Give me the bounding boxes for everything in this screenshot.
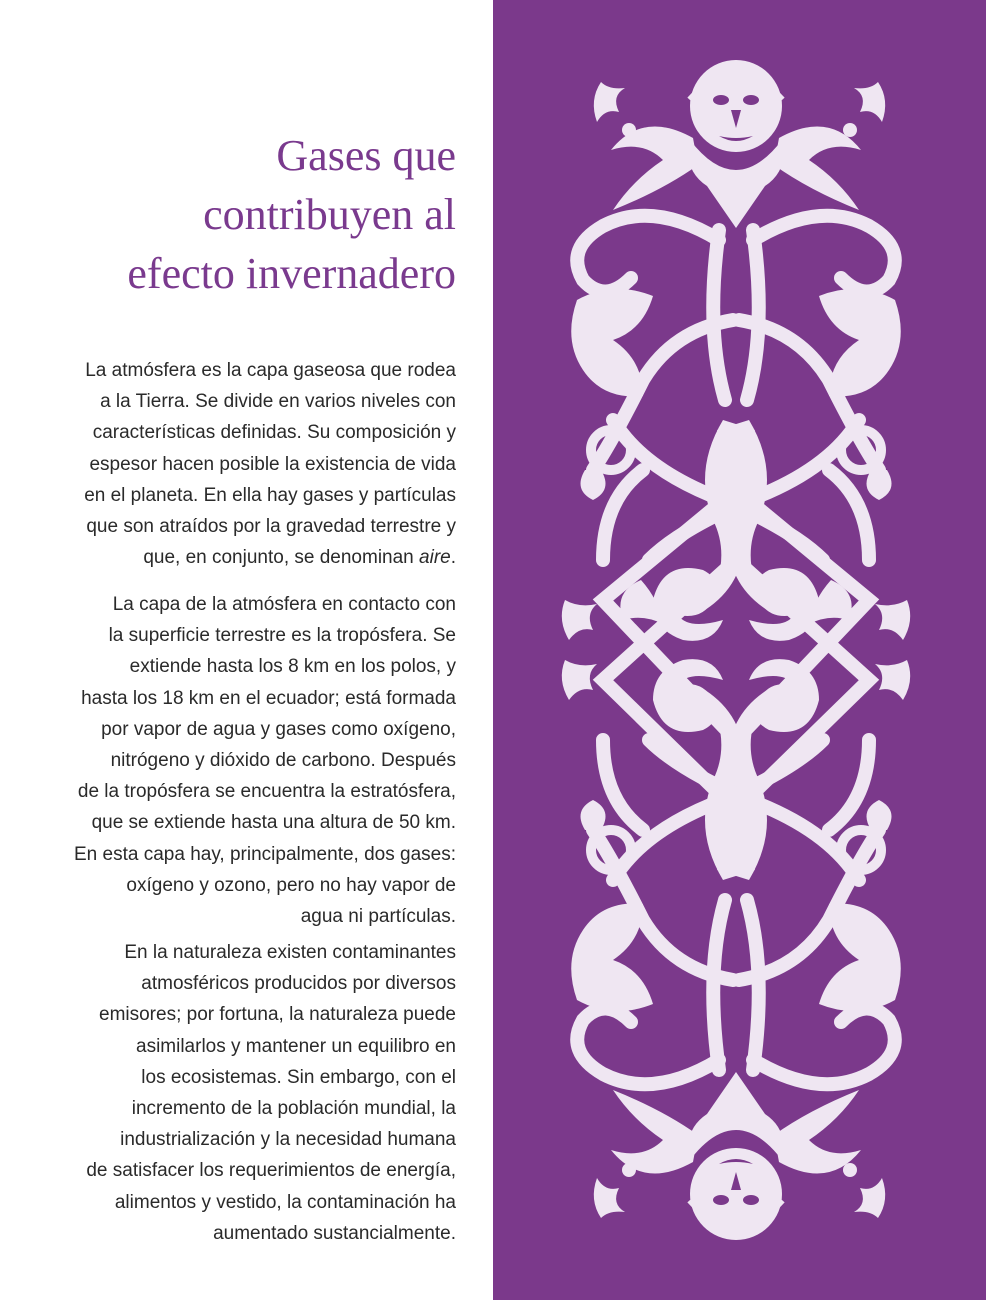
paragraph-line: agua ni partículas. [300, 906, 456, 928]
paragraph-line: emisores; por fortuna, la naturaleza puede [99, 1004, 456, 1026]
paragraph-line: los ecosistemas. Sin embargo, con el [141, 1066, 456, 1088]
paragraph-line: por vapor de agua y gases como oxígeno, [101, 718, 456, 740]
paragraph-atmosphere [40, 355, 456, 573]
paragraph-line: En la naturaleza existen contaminantes [124, 942, 456, 963]
paragraph-line: que se extiende hasta una altura de 50 km. [91, 812, 456, 834]
paragraph-line: espesor hacen posible la existencia de vida [89, 453, 456, 475]
title-line: efecto invernadero [127, 249, 456, 298]
paragraph-line: hasta los 18 km en el ecuador; está formada [81, 687, 456, 709]
paragraph-line: a la Tierra. Se divide en varios niveles con [100, 391, 456, 413]
paragraph-line: En esta capa hay, principalmente, dos gases: [74, 843, 456, 865]
paragraph-line: que son atraídos por la gravedad terrestre y [86, 516, 456, 538]
paragraph-line: nitrógeno y dióxido de carbono. Después [110, 750, 456, 772]
title-line: contribuyen al [203, 190, 456, 239]
page-title [40, 126, 456, 303]
paragraph-line: oxígeno y ozono, pero no hay vapor de [126, 874, 456, 896]
paragraph-line: aumentado sustancialmente. [213, 1222, 456, 1244]
paragraph-line: industrialización y la necesidad humana [120, 1129, 456, 1151]
line-punctuation: . [450, 547, 456, 569]
paragraph-line: La capa de la atmósfera en contacto con [112, 594, 456, 615]
paragraph-line: incremento de la población mundial, la [131, 1098, 456, 1120]
emphasis-aire: aire [419, 547, 451, 569]
paragraph-line: La atmósfera es la capa gaseosa que rodea [85, 360, 456, 381]
ornamental-mask-scroll-pattern-icon [493, 0, 986, 1300]
paragraph-troposphere [40, 589, 456, 932]
mask-face-top-icon [594, 60, 885, 228]
paragraph-line: de la tropósfera se encuentra la estratósfera, [77, 781, 456, 803]
paragraph-line: asimilarlos y mantener un equilibro en [136, 1035, 456, 1057]
paragraph-line [40, 542, 456, 573]
title-line: Gases que [276, 131, 456, 180]
paragraph-line: características definidas. Su composición y [92, 422, 456, 444]
paragraph-line: atmosféricos producidos por diversos [141, 973, 456, 995]
paragraph-pollutants [40, 937, 456, 1249]
paragraph-line: en el planeta. En ella hay gases y partículas [84, 484, 456, 506]
paragraph-line: la superficie terrestre es la tropósfera. Se [108, 625, 456, 647]
mask-face-bottom-icon [594, 1072, 885, 1240]
paragraph-line: alimentos y vestido, la contaminación ha [114, 1191, 456, 1213]
paragraph-line: de satisfacer los requerimientos de energía, [86, 1160, 456, 1182]
paragraph-line: extiende hasta los 8 km en los polos, y [129, 656, 456, 678]
text-column [40, 0, 456, 1300]
line-text: que, en conjunto, se denominan [143, 547, 420, 569]
decorative-panel [493, 0, 986, 1300]
